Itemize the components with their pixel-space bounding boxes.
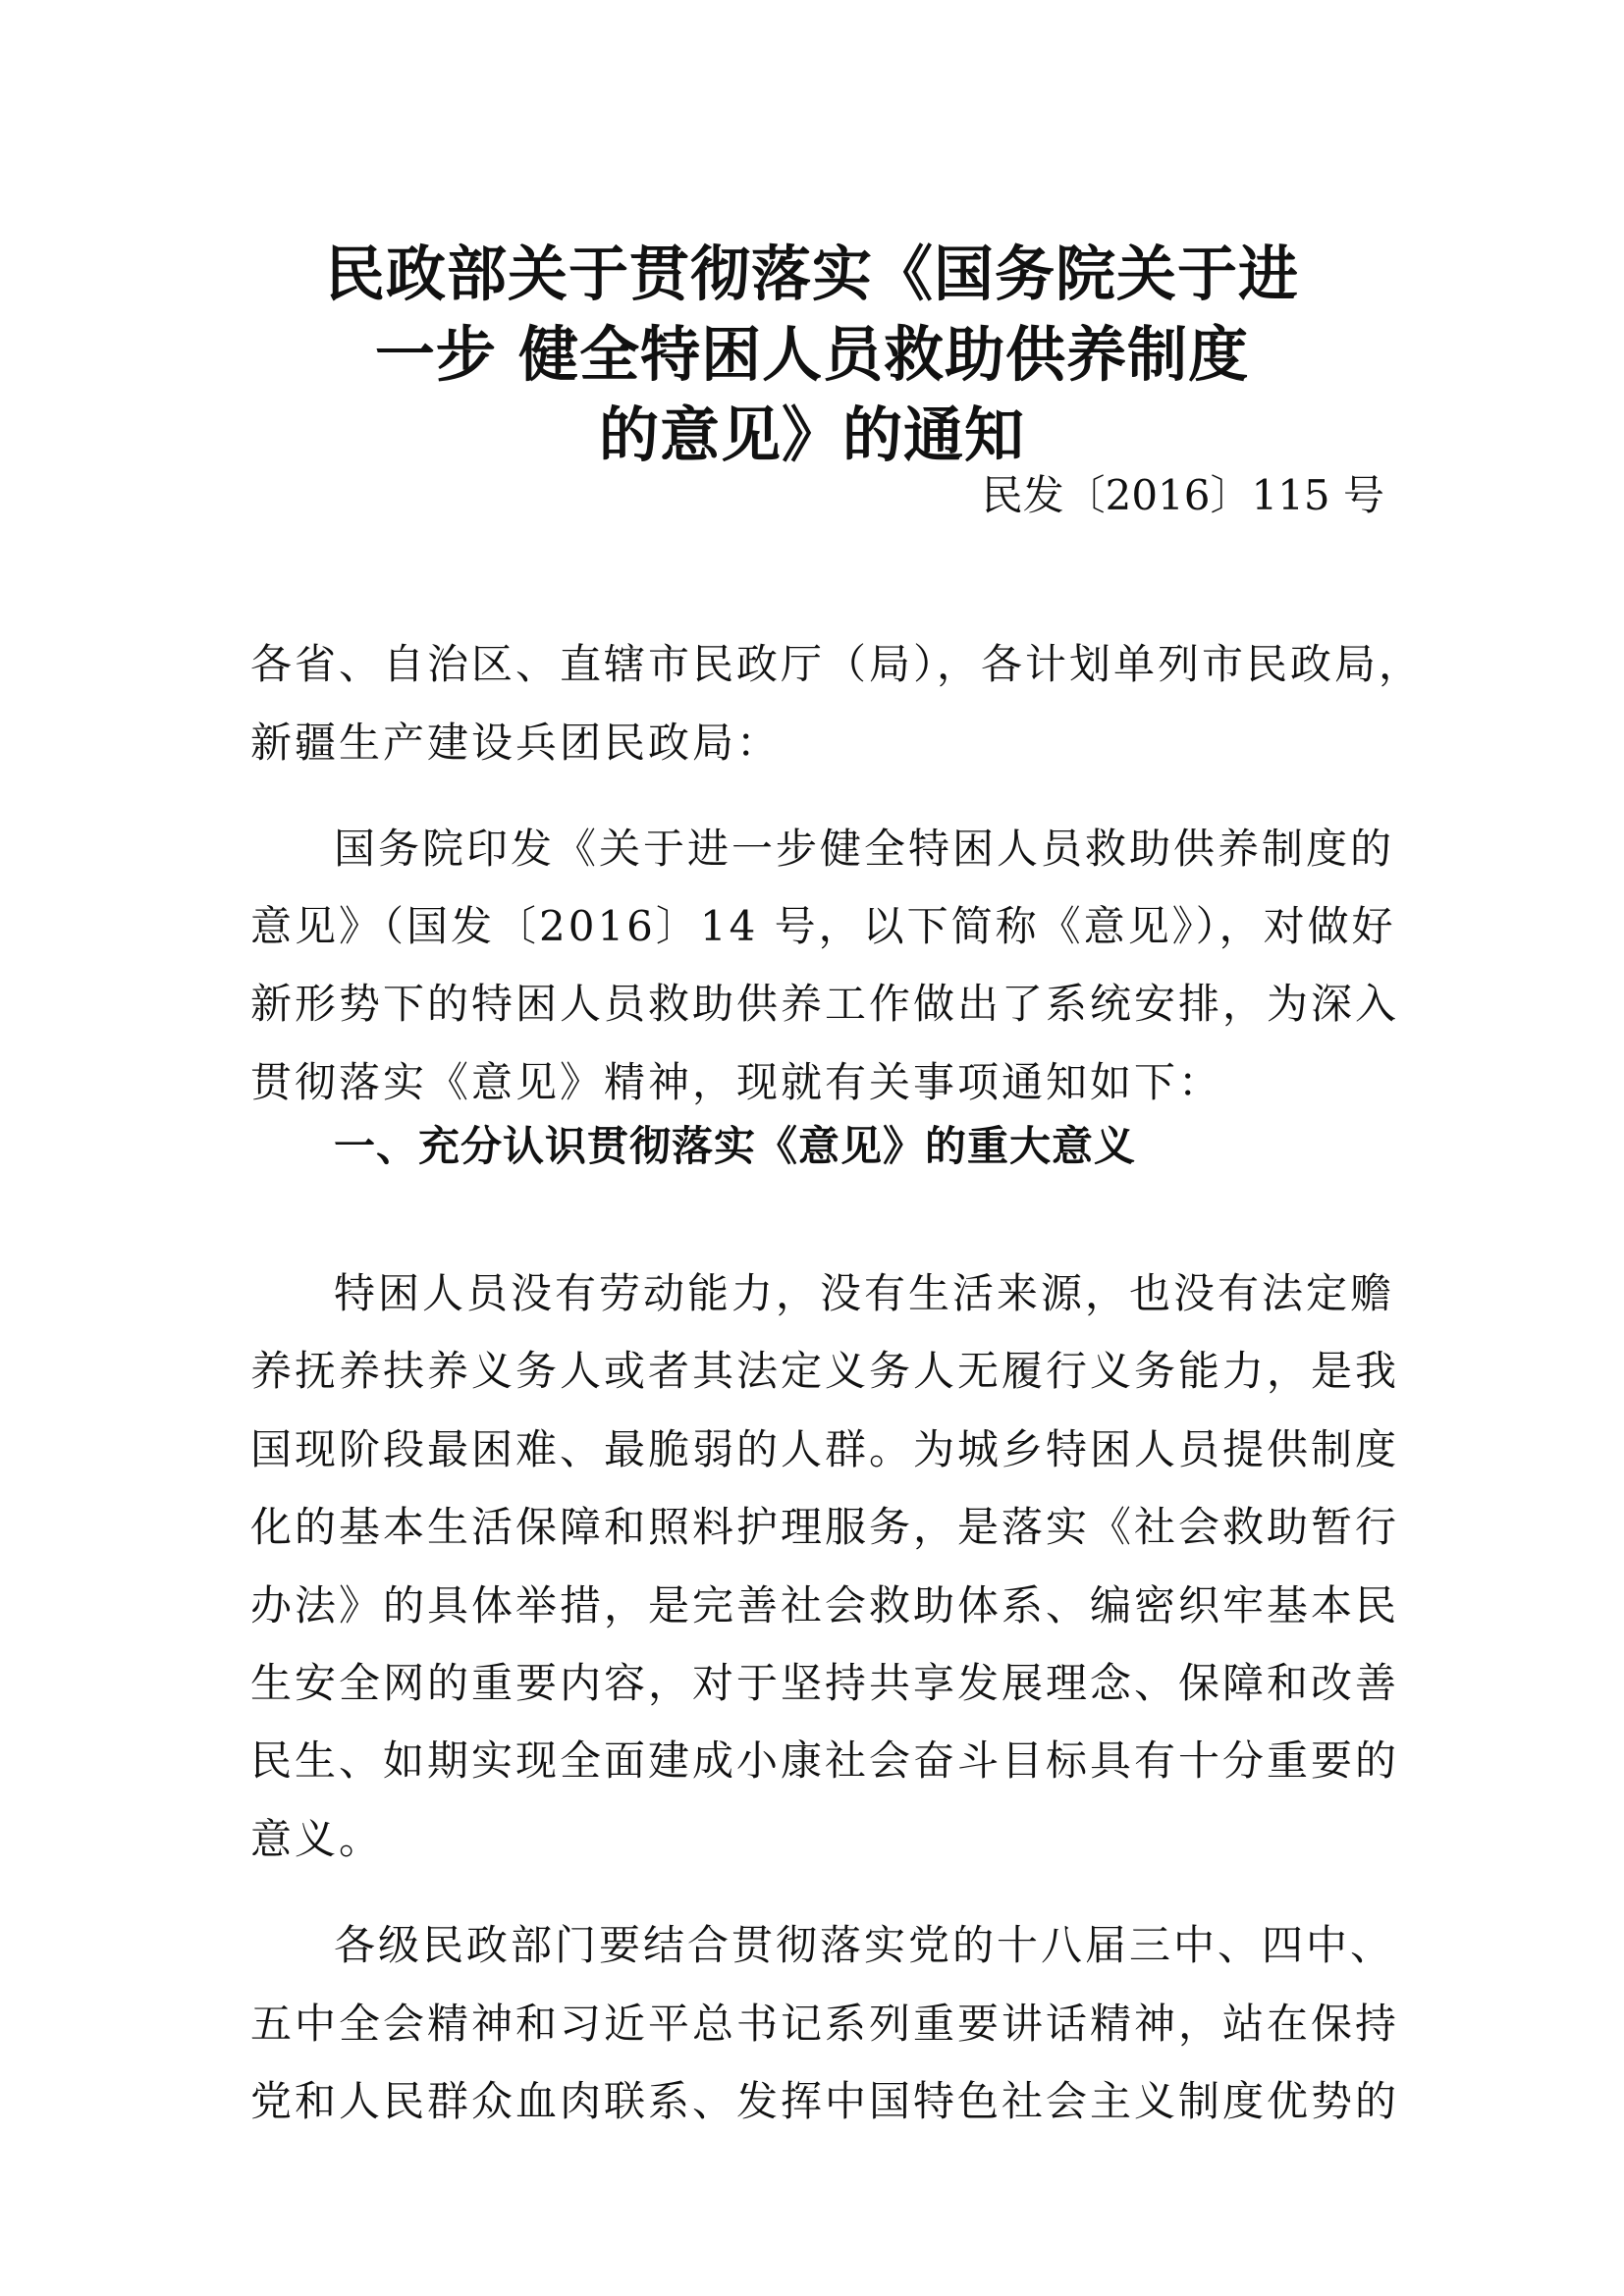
section-one-line-11: 党和人民群众血肉联系、发挥中国特色社会主义制度优势的 (250, 2077, 1400, 2125)
section-one-line-10: 五中全会精神和习近平总书记系列重要讲话精神，站在保持 (250, 2000, 1400, 2048)
section-one-line-5: 办法》的具体举措，是完善社会救助体系、编密织牢基本民 (250, 1581, 1400, 1629)
intro-line-1: 国务院印发《关于进一步健全特困人员救助供养制度的 (334, 825, 1395, 873)
title-line-2: 一步 健全特困人员救助供养制度 (374, 319, 1250, 390)
intro-line-4: 贯彻落实《意见》精神，现就有关事项通知如下： (250, 1058, 1223, 1106)
section-one-line-2: 养抚养扶养义务人或者其法定义务人无履行义务能力，是我 (250, 1347, 1400, 1395)
section-one-line-1: 特困人员没有劳动能力，没有生活来源，也没有法定赡 (334, 1269, 1395, 1317)
addressee-line-2: 新疆生产建设兵团民政局： (250, 719, 782, 767)
intro-line-3: 新形势下的特困人员救助供养工作做出了系统安排，为深入 (250, 980, 1400, 1028)
addressee-line-1: 各省、自治区、直辖市民政厅（局），各计划单列市民政局， (250, 640, 1424, 688)
intro-line-2: 意见》（国发〔2016〕14 号，以下简称《意见》），对做好 (250, 902, 1396, 950)
section-one-line-9: 各级民政部门要结合贯彻落实党的十八届三中、四中、 (334, 1921, 1395, 1969)
section-heading-one: 一、充分认识贯彻落实《意见》的重大意义 (334, 1122, 1137, 1170)
section-one-line-8: 意义。 (250, 1815, 384, 1863)
title-line-1: 民政部关于贯彻落实《国务院关于进 (324, 239, 1299, 309)
document-title (245, 235, 1379, 476)
section-one-line-4: 化的基本生活保障和照料护理服务，是落实《社会救助暂行 (250, 1503, 1400, 1551)
title-line-3: 的意见》的通知 (598, 400, 1025, 470)
section-one-line-7: 民生、如期实现全面建成小康社会奋斗目标具有十分重要的 (250, 1736, 1400, 1785)
section-one-line-3: 国现阶段最困难、最脆弱的人群。为城乡特困人员提供制度 (250, 1425, 1400, 1473)
section-one-line-6: 生安全网的重要内容，对于坚持共享发展理念、保障和改善 (250, 1659, 1400, 1707)
document-number: 民发〔2016〕115 号 (981, 471, 1384, 519)
